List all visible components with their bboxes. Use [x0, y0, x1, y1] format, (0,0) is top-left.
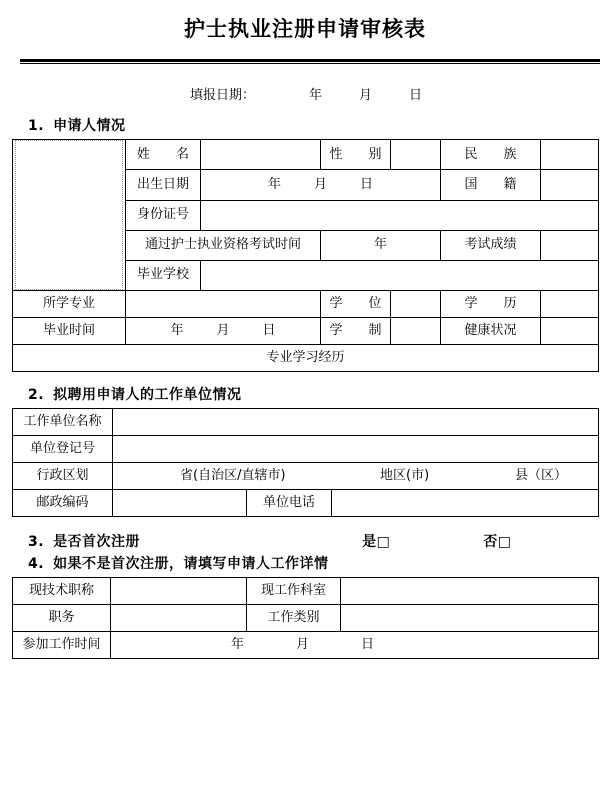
value-name[interactable] — [201, 140, 321, 170]
value-exam-score[interactable] — [541, 230, 599, 260]
admin-county-label: 县（区） — [515, 468, 568, 484]
label-exam-score: 考试成绩 — [441, 230, 541, 260]
value-work-category[interactable] — [341, 605, 599, 632]
value-current-department[interactable] — [341, 578, 599, 605]
admin-province-label: 省(自治区/直辖市) — [180, 468, 286, 484]
label-education: 学 历 — [441, 291, 541, 318]
label-graduate-school: 毕业学校 — [126, 260, 201, 290]
work-start-month-unit: 月 — [296, 637, 310, 653]
label-degree: 学 位 — [321, 291, 391, 318]
section-4-title: 如果不是首次注册，请填写申请人工作详情 — [53, 556, 329, 573]
value-tech-title[interactable] — [111, 578, 247, 605]
label-current-department: 现工作科室 — [247, 578, 341, 605]
section-3-number: 3. — [28, 534, 45, 551]
label-work-start-time: 参加工作时间 — [13, 632, 111, 659]
section-3-heading — [0, 531, 610, 551]
value-unit-name[interactable] — [113, 409, 599, 436]
first-registration-no-option[interactable] — [483, 531, 511, 551]
value-ethnicity[interactable] — [541, 140, 599, 170]
label-school-system: 学 制 — [321, 318, 391, 345]
study-experience-cell[interactable]: 专业学习经历 — [13, 345, 599, 372]
label-major: 所学专业 — [13, 291, 126, 318]
table-row — [13, 578, 599, 605]
graduation-year-unit: 年 — [170, 323, 184, 339]
value-school-system[interactable] — [391, 318, 441, 345]
fill-date-day-unit[interactable]: 日 — [409, 88, 423, 104]
section-1-heading — [0, 115, 610, 135]
fill-date-month-unit[interactable]: 月 — [359, 88, 373, 104]
section-1-title: 申请人情况 — [53, 118, 126, 135]
value-education[interactable] — [541, 291, 599, 318]
fill-date-year-unit[interactable]: 年 — [309, 88, 323, 104]
employer-info-table — [12, 408, 599, 517]
value-birth-date[interactable] — [201, 170, 441, 200]
value-major[interactable] — [126, 291, 321, 318]
applicant-info-table — [12, 139, 599, 372]
birth-day-unit: 日 — [359, 176, 373, 192]
work-start-year-unit: 年 — [231, 637, 245, 653]
table-row — [13, 318, 599, 345]
label-tech-title: 现技术职称 — [13, 578, 111, 605]
label-unit-name: 工作单位名称 — [13, 409, 113, 436]
work-start-day-unit: 日 — [361, 637, 375, 653]
value-nationality[interactable] — [541, 170, 599, 200]
value-graduate-school[interactable] — [201, 260, 599, 290]
graduation-day-unit: 日 — [262, 323, 276, 339]
table-row — [13, 632, 599, 659]
table-row — [13, 463, 599, 490]
value-exam-pass-year[interactable]: 年 — [321, 230, 441, 260]
work-details-table — [12, 577, 599, 659]
label-health-status: 健康状况 — [441, 318, 541, 345]
first-registration-yes-option[interactable] — [362, 531, 390, 551]
section-1-number: 1. — [28, 118, 45, 135]
fill-date-line — [0, 84, 610, 103]
label-nationality: 国 籍 — [441, 170, 541, 200]
admin-prefecture-label: 地区(市) — [380, 468, 430, 484]
section-2-heading — [0, 384, 610, 404]
label-unit-reg-no: 单位登记号 — [13, 436, 113, 463]
photo-cell[interactable] — [13, 140, 126, 291]
page-title: 护士执业注册申请审核表 — [184, 17, 426, 41]
section-4-heading — [0, 553, 610, 573]
value-graduation-time[interactable] — [126, 318, 321, 345]
graduation-month-unit: 月 — [216, 323, 230, 339]
value-position[interactable] — [111, 605, 247, 632]
label-unit-phone: 单位电话 — [247, 490, 332, 517]
birth-year-unit: 年 — [267, 176, 281, 192]
table-row — [13, 140, 599, 170]
checkbox-icon[interactable]: □ — [376, 534, 391, 551]
label-gender: 性 别 — [321, 140, 391, 170]
checkbox-icon[interactable]: □ — [497, 534, 512, 551]
birth-month-unit: 月 — [313, 176, 327, 192]
label-work-category: 工作类别 — [247, 605, 341, 632]
photo-placeholder-box[interactable] — [15, 140, 123, 290]
label-id-number: 身份证号 — [126, 200, 201, 230]
table-row — [13, 291, 599, 318]
section-3-title: 是否首次注册 — [53, 534, 141, 551]
label-ethnicity: 民 族 — [441, 140, 541, 170]
label-name: 姓 名 — [126, 140, 201, 170]
label-birth-date: 出生日期 — [126, 170, 201, 200]
value-admin-division[interactable] — [113, 463, 599, 490]
value-unit-phone[interactable] — [332, 490, 599, 517]
fill-date-label: 填报日期： — [190, 88, 256, 104]
value-postal-code[interactable] — [113, 490, 247, 517]
section-4-number: 4. — [28, 556, 45, 573]
title-divider — [20, 59, 600, 64]
value-health-status[interactable] — [541, 318, 599, 345]
value-degree[interactable] — [391, 291, 441, 318]
section-2-number: 2. — [28, 387, 45, 404]
label-exam-pass-time: 通过护士执业资格考试时间 — [126, 230, 321, 260]
no-label: 否 — [483, 534, 498, 551]
label-admin-division: 行政区划 — [13, 463, 113, 490]
label-position: 职务 — [13, 605, 111, 632]
table-row — [13, 436, 599, 463]
value-gender[interactable] — [391, 140, 441, 170]
table-row — [13, 605, 599, 632]
table-row — [13, 409, 599, 436]
table-row — [13, 345, 599, 372]
value-id-number[interactable] — [201, 200, 599, 230]
value-work-start-time[interactable] — [111, 632, 599, 659]
table-row — [13, 490, 599, 517]
label-postal-code: 邮政编码 — [13, 490, 113, 517]
section-2-title: 拟聘用申请人的工作单位情况 — [53, 387, 242, 404]
divider-thin-line — [20, 63, 600, 64]
label-graduation-time: 毕业时间 — [13, 318, 126, 345]
value-unit-reg-no[interactable] — [113, 436, 599, 463]
yes-label: 是 — [362, 534, 377, 551]
